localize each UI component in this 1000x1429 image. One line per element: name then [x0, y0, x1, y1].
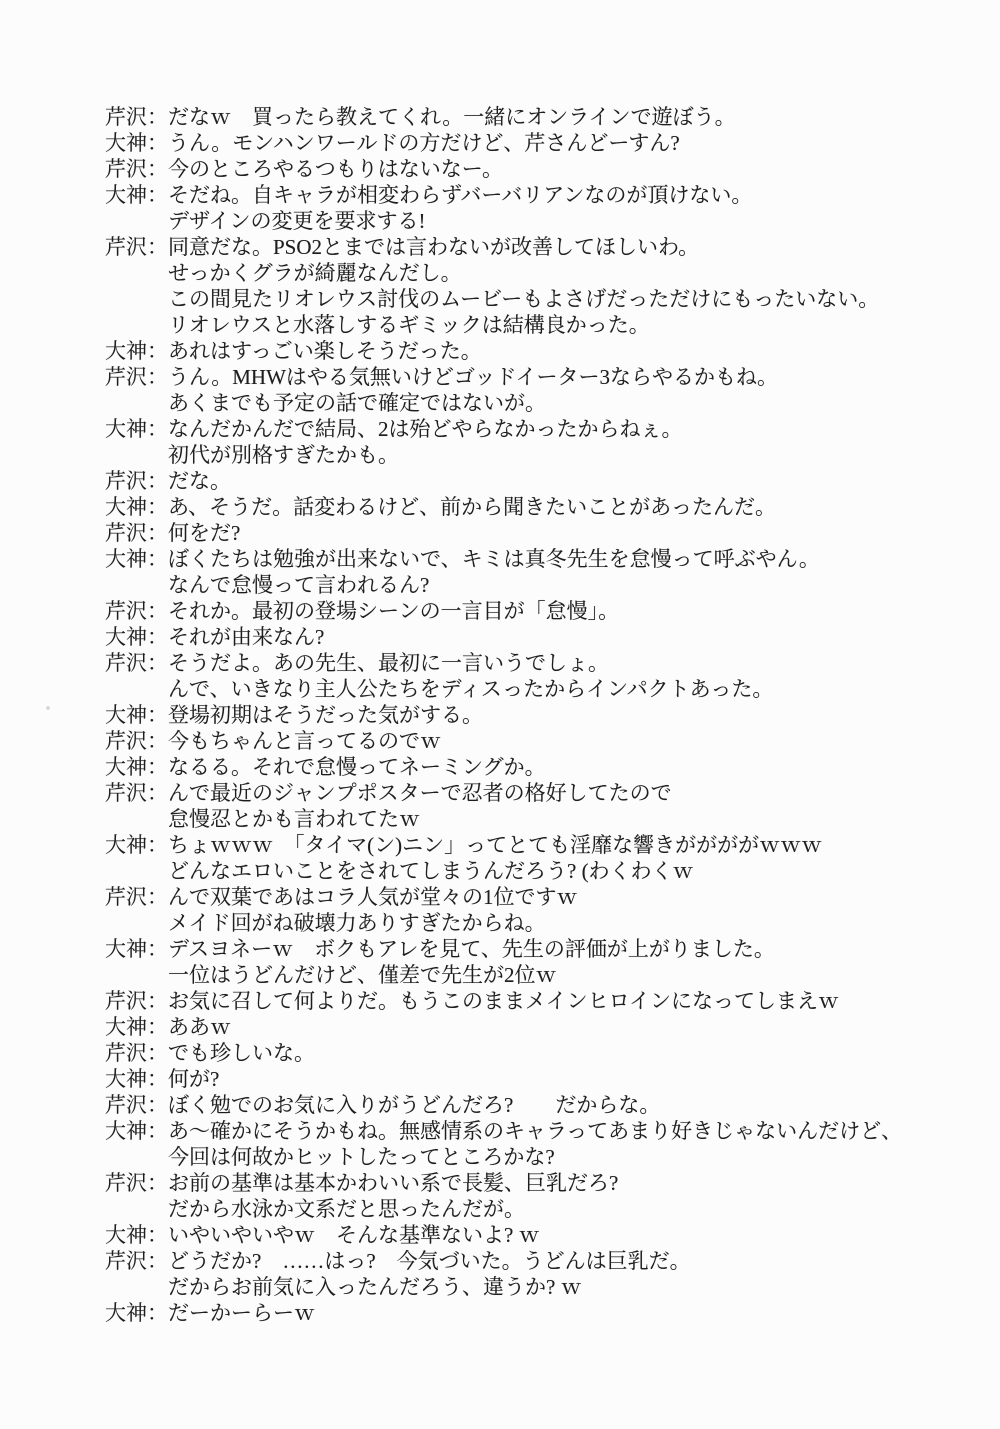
line-text: あくまでも予定の話で確定ではないが。: [168, 391, 546, 415]
dialogue-line: [105, 754, 965, 780]
line-text: 今回は何故かヒットしたってところかな?: [168, 1145, 555, 1169]
dialogue-line: [105, 286, 965, 312]
line-text: 初代が別格すぎたかも。: [168, 443, 399, 467]
dialogue-line: [105, 650, 965, 676]
line-text: どうだか? ……はっ? 今気づいた。うどんは巨乳だ。: [168, 1249, 691, 1273]
line-text: なんだかんだで結局、2は殆どやらなかったからねぇ。: [168, 417, 683, 441]
dialogue-line: [105, 1014, 965, 1040]
dialogue-line: [105, 832, 965, 858]
line-text: んで双葉であはコラ人気が堂々の1位ですｗ: [168, 885, 578, 909]
speaker-label: 大神：: [105, 1015, 168, 1039]
line-text: あれはすっごい楽しそうだった。: [168, 339, 482, 363]
speaker-label: 芹沢：: [105, 105, 168, 129]
speaker-label: 芹沢：: [105, 651, 168, 675]
line-text: あ、そうだ。話変わるけど、前から聞きたいことがあったんだ。: [168, 495, 776, 519]
speaker-label: 芹沢：: [105, 235, 168, 259]
dialogue-line: [105, 1300, 965, 1326]
speaker-label: 芹沢：: [105, 365, 168, 389]
dialogue-line: [105, 208, 965, 234]
dialogue-line: [105, 234, 965, 260]
line-text: ぼくたちは勉強が出来ないで、キミは真冬先生を怠慢って呼ぶやん。: [168, 547, 820, 571]
speaker-label: 芹沢：: [105, 1041, 168, 1065]
dialogue-line: [105, 416, 965, 442]
speaker-label: 芹沢：: [105, 1093, 168, 1117]
line-text: だからお前気に入ったんだろう、違うか? ｗ: [168, 1275, 582, 1299]
line-text: ああｗ: [168, 1015, 231, 1039]
line-text: 何が?: [168, 1067, 220, 1091]
speaker-label: 大神：: [105, 833, 168, 857]
dialogue-line: [105, 598, 965, 624]
line-text: 何をだ?: [168, 521, 241, 545]
dialogue-line: [105, 962, 965, 988]
speaker-label: 芹沢：: [105, 729, 168, 753]
line-text: いやいやいやｗ そんな基準ないよ? ｗ: [168, 1223, 540, 1247]
dialogue-line: [105, 1066, 965, 1092]
line-text: だから水泳か文系だと思ったんだが。: [168, 1197, 525, 1221]
speaker-label: 大神：: [105, 937, 168, 961]
dialogue-line: [105, 572, 965, 598]
line-text: うん。モンハンワールドの方だけど、芹さんどーすん?: [168, 131, 680, 155]
line-text: リオレウスと水落しするギミックは結構良かった。: [168, 313, 650, 337]
dialogue-line: [105, 1118, 965, 1144]
scan-artifact-dot: [46, 706, 50, 710]
dialogue-line: [105, 884, 965, 910]
speaker-label: 大神：: [105, 339, 168, 363]
line-text: あ〜確かにそうかもね。無感情系のキャラってあまり好きじゃないんだけど、: [168, 1119, 903, 1143]
dialogue-line: [105, 182, 965, 208]
dialogue-line: [105, 104, 965, 130]
dialogue-line: [105, 988, 965, 1014]
dialogue-line: [105, 442, 965, 468]
speaker-label: 芹沢：: [105, 599, 168, 623]
dialogue-line: [105, 1092, 965, 1118]
speaker-label: 芹沢：: [105, 781, 168, 805]
dialogue-line: [105, 858, 965, 884]
dialogue-line: [105, 1170, 965, 1196]
speaker-label: 大神：: [105, 495, 168, 519]
line-text: それが由来なん?: [168, 625, 325, 649]
speaker-label: 大神：: [105, 755, 168, 779]
speaker-label: 芹沢：: [105, 521, 168, 545]
dialogue-line: [105, 312, 965, 338]
line-text: そうだよ。あの先生、最初に一言いうでしょ。: [168, 651, 609, 675]
line-text: お気に召して何よりだ。もうこのままメインヒロインになってしまえｗ: [168, 989, 839, 1013]
speaker-label: 大神：: [105, 1119, 168, 1143]
line-text: デスヨネーｗ ボクもアレを見て、先生の評価が上がりました。: [168, 937, 775, 961]
dialogue-line: [105, 390, 965, 416]
line-text: んで最近のジャンプポスターで忍者の格好してたので: [168, 781, 672, 805]
speaker-label: 芹沢：: [105, 989, 168, 1013]
dialogue-line: [105, 1196, 965, 1222]
line-text: 怠慢忍とかも言われてたｗ: [168, 807, 420, 831]
speaker-label: 芹沢：: [105, 885, 168, 909]
dialogue-line: [105, 1248, 965, 1274]
speaker-label: 大神：: [105, 131, 168, 155]
dialogue-line: [105, 728, 965, 754]
dialogue-line: [105, 468, 965, 494]
dialogue-line: [105, 1040, 965, 1066]
speaker-label: 大神：: [105, 417, 168, 441]
line-text: デザインの変更を要求する!: [168, 209, 426, 233]
line-text: この間見たリオレウス討伐のムービーもよさげだっただけにもったいない。: [168, 287, 880, 311]
dialogue-line: [105, 338, 965, 364]
speaker-label: 芹沢：: [105, 1171, 168, 1195]
speaker-label: 大神：: [105, 183, 168, 207]
line-text: メイド回がね破壊力ありすぎたからね。: [168, 911, 546, 935]
dialogue-line: [105, 260, 965, 286]
speaker-label: 大神：: [105, 703, 168, 727]
dialogue-line: [105, 806, 965, 832]
dialogue-line: [105, 1274, 965, 1300]
speaker-label: 芹沢：: [105, 1249, 168, 1273]
dialogue-line: [105, 546, 965, 572]
dialogue-line: [105, 1222, 965, 1248]
dialogue-line: [105, 676, 965, 702]
speaker-label: 大神：: [105, 625, 168, 649]
dialogue-line: [105, 780, 965, 806]
dialogue-line: [105, 364, 965, 390]
speaker-label: 大神：: [105, 1301, 168, 1325]
line-text: せっかくグラが綺麗なんだし。: [168, 261, 462, 285]
dialogue-transcript: [105, 104, 965, 1326]
dialogue-line: [105, 702, 965, 728]
line-text: ちょｗｗｗ 「タイマ(ン)ニン」ってとても淫靡な響きががががｗｗｗ: [168, 833, 823, 857]
line-text: 一位はうどんだけど、僅差で先生が2位ｗ: [168, 963, 557, 987]
line-text: 今もちゃんと言ってるのでｗ: [168, 729, 441, 753]
line-text: 登場初期はそうだった気がする。: [168, 703, 483, 727]
line-text: 今のところやるつもりはないなー。: [168, 157, 503, 181]
dialogue-line: [105, 910, 965, 936]
line-text: そだね。自キャラが相変わらずバーバリアンなのが頂けない。: [168, 183, 753, 207]
line-text: なんで怠慢って言われるん?: [168, 573, 430, 597]
line-text: だな。: [168, 469, 231, 493]
line-text: それか。最初の登場シーンの一言目が「怠慢」。: [168, 599, 620, 623]
line-text: んで、いきなり主人公たちをディスったからインパクトあった。: [168, 677, 774, 701]
dialogue-line: [105, 130, 965, 156]
dialogue-line: [105, 936, 965, 962]
speaker-label: 芹沢：: [105, 469, 168, 493]
dialogue-line: [105, 520, 965, 546]
speaker-label: 芹沢：: [105, 157, 168, 181]
line-text: どんなエロいことをされてしまうんだろう? (わくわくｗ: [168, 859, 694, 883]
dialogue-line: [105, 494, 965, 520]
dialogue-line: [105, 156, 965, 182]
line-text: だーかーらーｗ: [168, 1301, 315, 1325]
line-text: 同意だな。PSO2とまでは言わないが改善してほしいわ。: [168, 235, 700, 259]
speaker-label: 大神：: [105, 547, 168, 571]
line-text: ぼく勉でのお気に入りがうどんだろ? だからな。: [168, 1093, 661, 1117]
dialogue-line: [105, 1144, 965, 1170]
line-text: だなｗ 買ったら教えてくれ。一緒にオンラインで遊ぼう。: [168, 105, 736, 129]
line-text: お前の基準は基本かわいい系で長髪、巨乳だろ?: [168, 1171, 619, 1195]
speaker-label: 大神：: [105, 1067, 168, 1091]
dialogue-line: [105, 624, 965, 650]
speaker-label: 大神：: [105, 1223, 168, 1247]
line-text: なるる。それで怠慢ってネーミングか。: [168, 755, 546, 779]
line-text: うん。MHWはやる気無いけどゴッドイーター3ならやるかもね。: [168, 365, 778, 389]
line-text: でも珍しいな。: [168, 1041, 315, 1065]
